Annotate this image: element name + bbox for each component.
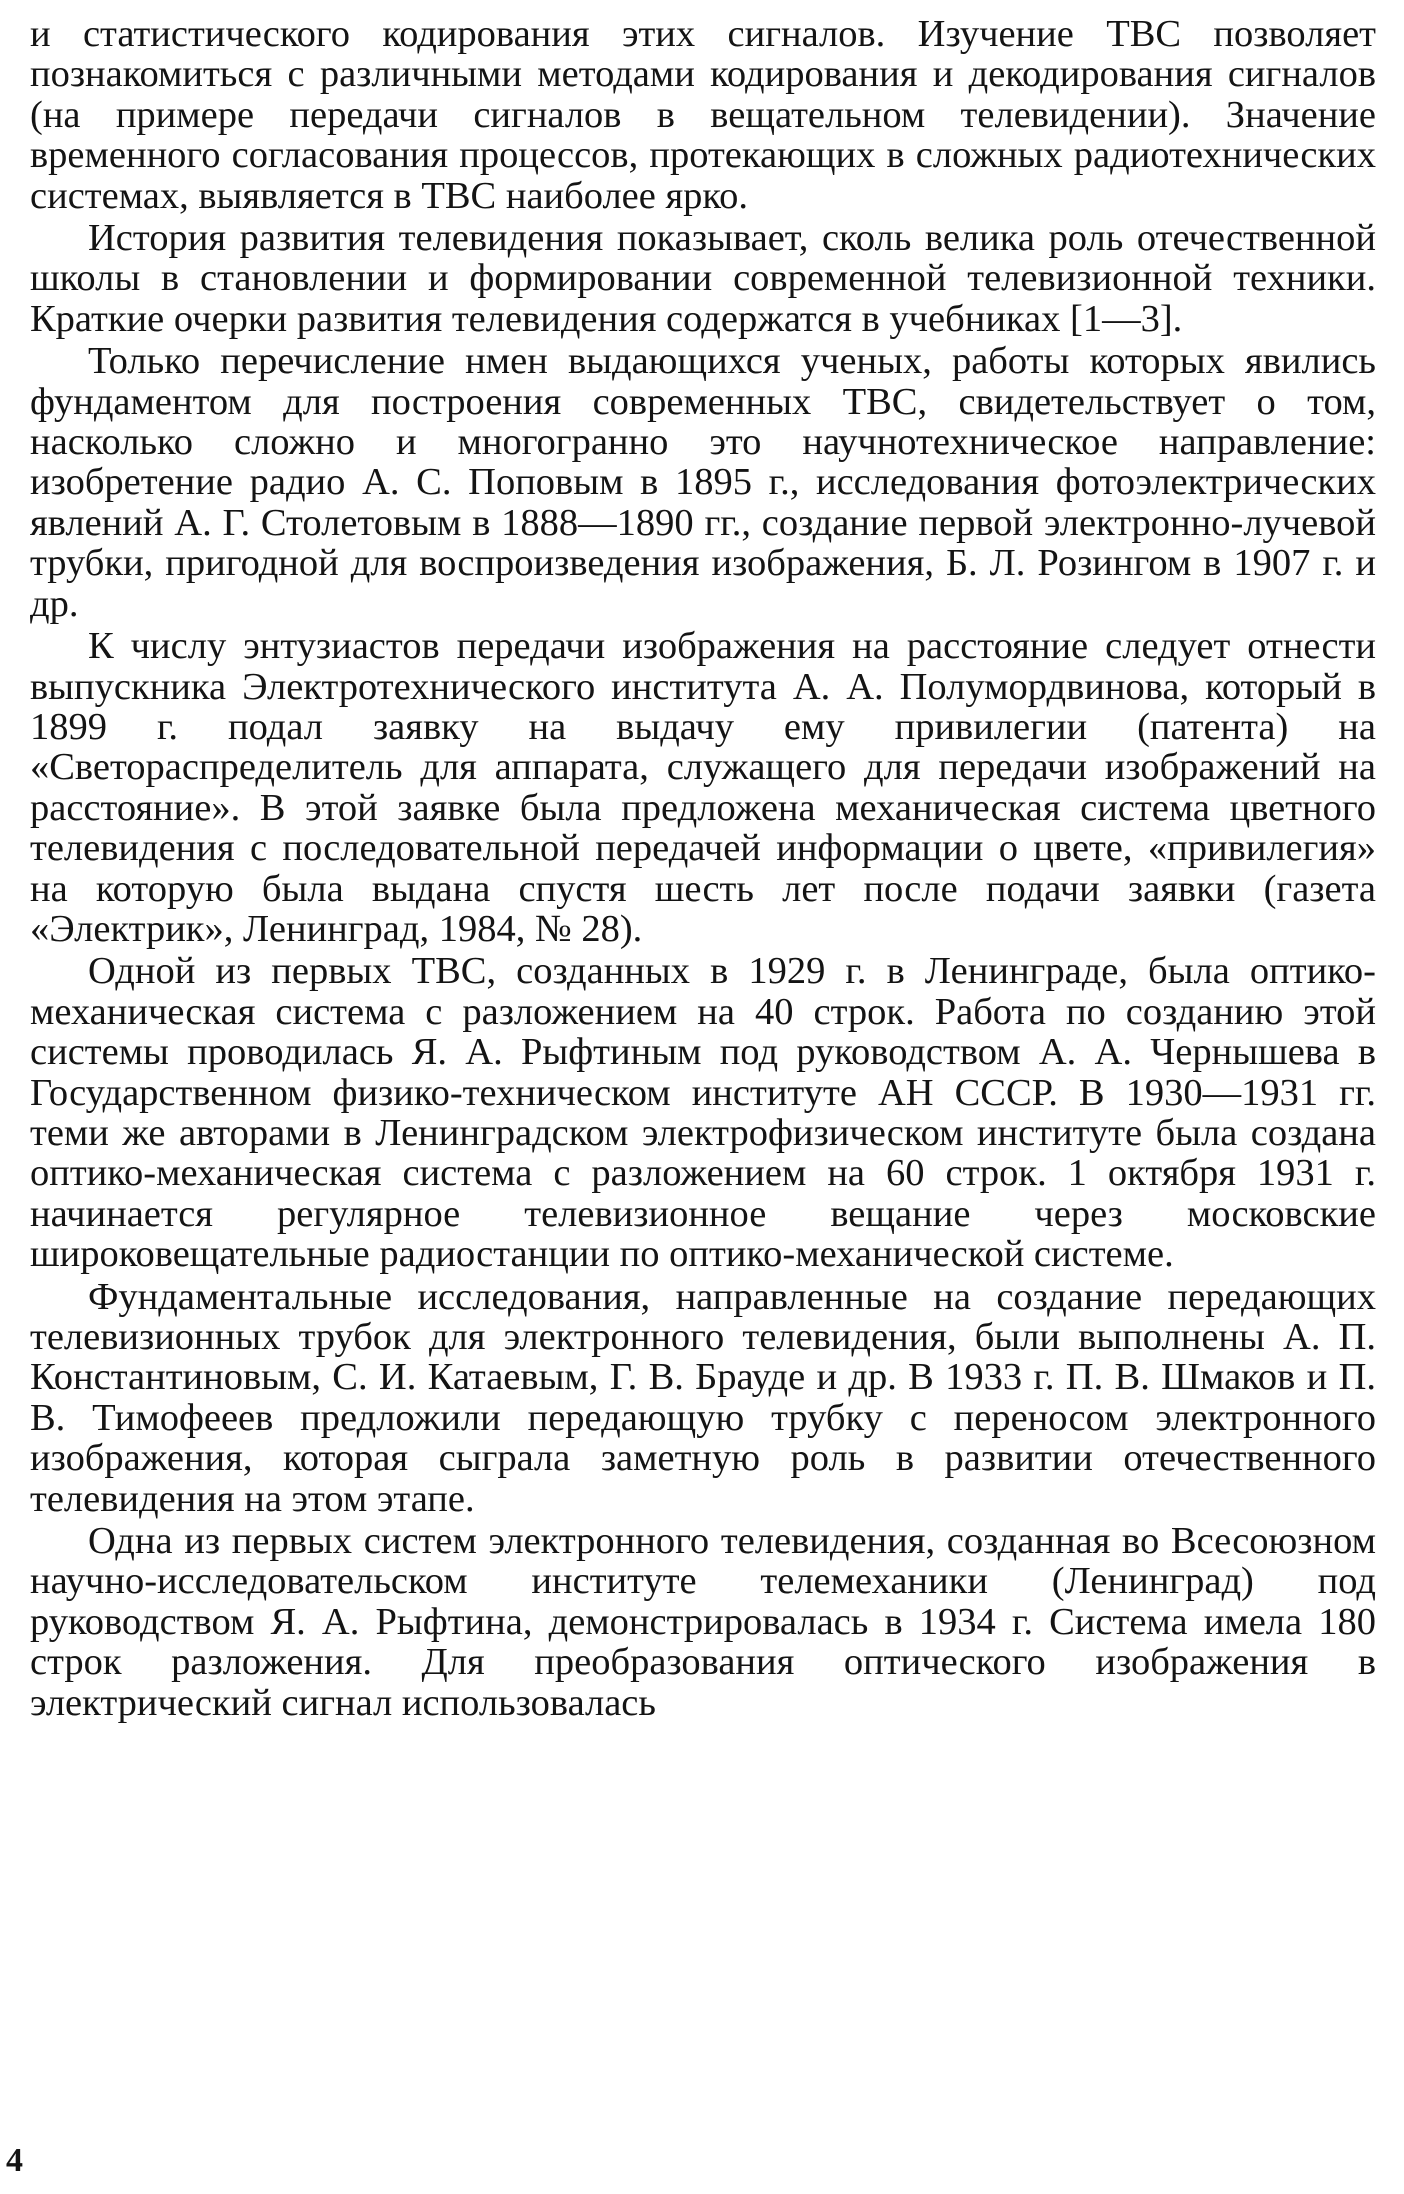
paragraph: Одной из первых ТВС, созданных в 1929 г. в Ленинграде, была оптико-механическая система с разложением на 40 строк. Работа по созданию этой системы проводилась Я. А. Рыфтиным под руководством А. А. Чернышева в Государственном физико-техническом институте АН СССР. В 1930—1931 гг. теми же авторами в Ленинградском электрофизическом институте была создана оптико-механическая система с разложением на 60 строк. 1 октября 1931 г. начинается регулярное телевизионное вещание через московские широковещательные радиостанции по оптико-механической системе. bbox=[30, 950, 1376, 1276]
paragraph: и статистического кодирования этих сигналов. Изучение ТВС позволяет познакомиться с различными методами кодирования и декодирования сигналов (на примере передачи сигналов в вещательном телевидении). Значение временного согласования процессов, протекающих в сложных радиотехнических системах, выявляется в ТВС наиболее ярко. bbox=[30, 13, 1376, 217]
paragraph: Одна из первых систем электронного телевидения, созданная во Всесоюзном научно-исследовательском институте телемеханики (Ленинград) под руководством Я. А. Рыфтина, демонстрировалась в 1934 г. Система имела 180 строк разложения. Для преобразования оптического изображения в электрический сигнал использовалась bbox=[30, 1520, 1376, 1724]
paragraph: Фундаментальные исследования, направленные на создание передающих телевизионных трубок для электронного телевидения, были выполнены А. П. Константиновым, С. И. Катаевым, Г. В. Брауде и др. В 1933 г. П. В. Шмаков и П. В. Тимофееев предложили передающую трубку с переносом электронного изображения, которая сыграла заметную роль в развитии отечественного телевидения на этом этапе. bbox=[30, 1275, 1376, 1520]
page-number: 4 bbox=[6, 2142, 23, 2179]
paragraph: История развития телевидения показывает, сколь велика роль отечественной школы в становлении и формировании современной телевизионной техники. Краткие очерки развития телевидения содержатся в учебниках [1—3]. bbox=[30, 217, 1376, 340]
page-body bbox=[30, 14, 1376, 1723]
paragraph: К числу энтузиастов передачи изображения на расстояние следует отнести выпускника Электротехнического института А. А. Полумордвинова, который в 1899 г. подал заявку на выдачу ему привилегии (патента) на «Светораспределитель для аппарата, служащего для передачи изображений на расстояние». В этой заявке была предложена механическая система цветного телевидения с последовательной передачей информации о цвете, «привилегия» на которую была выдана спустя шесть лет после подачи заявки (газета «Электрик», Ленинград, 1984, № 28). bbox=[30, 625, 1376, 950]
paragraph: Только перечисление нмен выдающихся ученых, работы которых явились фундаментом для построения современных ТВС, свидетельствует о том, насколько сложно и многогранно это научнотехническое направление: изобретение радио А. С. Поповым в 1895 г., исследования фотоэлектрических явлений А. Г. Столетовым в 1888—1890 гг., создание первой электронно-лучевой трубки, пригодной для воспроизведения изображения, Б. Л. Розингом в 1907 г. и др. bbox=[30, 340, 1376, 625]
